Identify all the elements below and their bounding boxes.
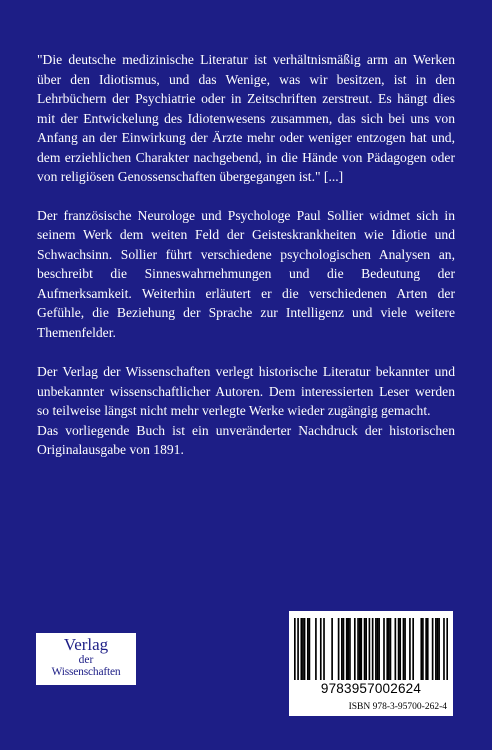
logo-line-der: der xyxy=(78,654,94,666)
barcode-bar xyxy=(331,618,333,680)
barcode-bar xyxy=(323,618,325,680)
barcode-bar xyxy=(425,618,427,680)
barcode-bar xyxy=(375,618,377,680)
barcode-bar xyxy=(349,618,351,680)
barcode-bar xyxy=(409,618,411,680)
back-cover-text xyxy=(37,50,455,460)
barcode-bar xyxy=(354,618,356,680)
barcode-bar xyxy=(369,618,371,680)
barcode-bar xyxy=(438,618,440,680)
barcode-bar xyxy=(343,618,345,680)
barcode-bar xyxy=(378,618,380,680)
barcode-bar xyxy=(399,618,401,680)
publisher-logo xyxy=(36,633,136,685)
barcode-bar xyxy=(360,618,362,680)
barcode-bar xyxy=(359,618,361,680)
barcode-bar xyxy=(390,618,392,680)
barcode-bar xyxy=(302,618,304,680)
barcode-bar xyxy=(347,618,349,680)
barcode-bar xyxy=(386,618,388,680)
barcode-bar xyxy=(377,618,379,680)
barcode-bar xyxy=(364,618,366,680)
barcode-bar xyxy=(365,618,367,680)
barcode-bar xyxy=(422,618,424,680)
barcode-bar xyxy=(346,618,348,680)
barcode-bar xyxy=(435,618,437,680)
barcode-bars xyxy=(294,618,448,680)
barcode-bar xyxy=(297,618,299,680)
barcode-bar xyxy=(403,618,405,680)
logo-line-wissenschaften: Wissenschaften xyxy=(51,666,121,678)
logo-line-verlag: Verlag xyxy=(63,635,109,654)
barcode-bar xyxy=(395,618,397,680)
barcode-bar xyxy=(304,618,306,680)
barcode-bar xyxy=(432,618,434,680)
barcode-bar xyxy=(320,618,322,680)
barcode-bar xyxy=(372,618,374,680)
barcode-bar xyxy=(307,618,309,680)
barcode-bar xyxy=(404,618,406,680)
barcode-bar xyxy=(357,618,359,680)
barcode-bar xyxy=(412,618,414,680)
barcode-bar xyxy=(427,618,429,680)
barcode-bar xyxy=(388,618,390,680)
isbn-text: ISBN 978-3-95700-262-4 xyxy=(348,702,447,712)
barcode-bar xyxy=(315,618,317,680)
barcode-bar xyxy=(437,618,439,680)
barcode-bar xyxy=(446,618,448,680)
quote-paragraph: "Die deutsche medizinische Literatur ist verhältnismäßig arm an Werken über den Idiotismus, und das Wenige, was wir besitzen, ist in den Lehrbüchern der Psychiatrie oder in Zeitschriften zerstreut. Es hängt dies mit der Entwickelung des Idiotenwesens zusammen, das sich bei uns von Anfang an der Einwirkung der Ärzte mehr oder weniger entzogen hat und, dem erziehlichen Charakter nachgebend, in die Hände von Pädagogen oder von religiösen Genossenschaften übergegangen ist." [...] xyxy=(37,52,455,184)
barcode-bar xyxy=(398,618,400,680)
barcode-bar xyxy=(420,618,422,680)
publisher-paragraph: Der Verlag der Wissenschaften verlegt historische Literatur bekannter und unbekannter wissenschaftlicher Autoren. Dem interessierten Leser werden so teilweise längst nicht mehr verlegte Werke wieder zugängig gemacht. xyxy=(37,364,455,418)
barcode-bar xyxy=(309,618,311,680)
barcode-label xyxy=(289,611,453,716)
reprint-paragraph: Das vorliegende Buch ist ein unveränderter Nachdruck der historischen Originalausgabe von 1891. xyxy=(37,422,455,457)
barcode-bar xyxy=(443,618,445,680)
barcode-bar xyxy=(338,618,340,680)
barcode-number: 9783957002624 xyxy=(320,681,422,696)
barcode-bar xyxy=(383,618,385,680)
description-paragraph: Der französische Neurologe und Psychologe Paul Sollier widmet sich in seinem Werk dem weiten Feld der Geisteskrankheiten wie Idiotie und Schwachsinn. Sollier führt verschiedene psychologischen Analysen an, beschreibt die Sinneswahrnehmungen und die Bedeutung der Aufmerksamkeit. Weiterhin erläutert er die verschiedenen Arten der Gefühle, die Beziehung der Sprache zur Intelligenz und viele weitere Themenfelder. xyxy=(37,207,455,340)
barcode-bar xyxy=(294,618,296,680)
barcode-bar xyxy=(300,618,302,680)
barcode-bar xyxy=(341,618,343,680)
